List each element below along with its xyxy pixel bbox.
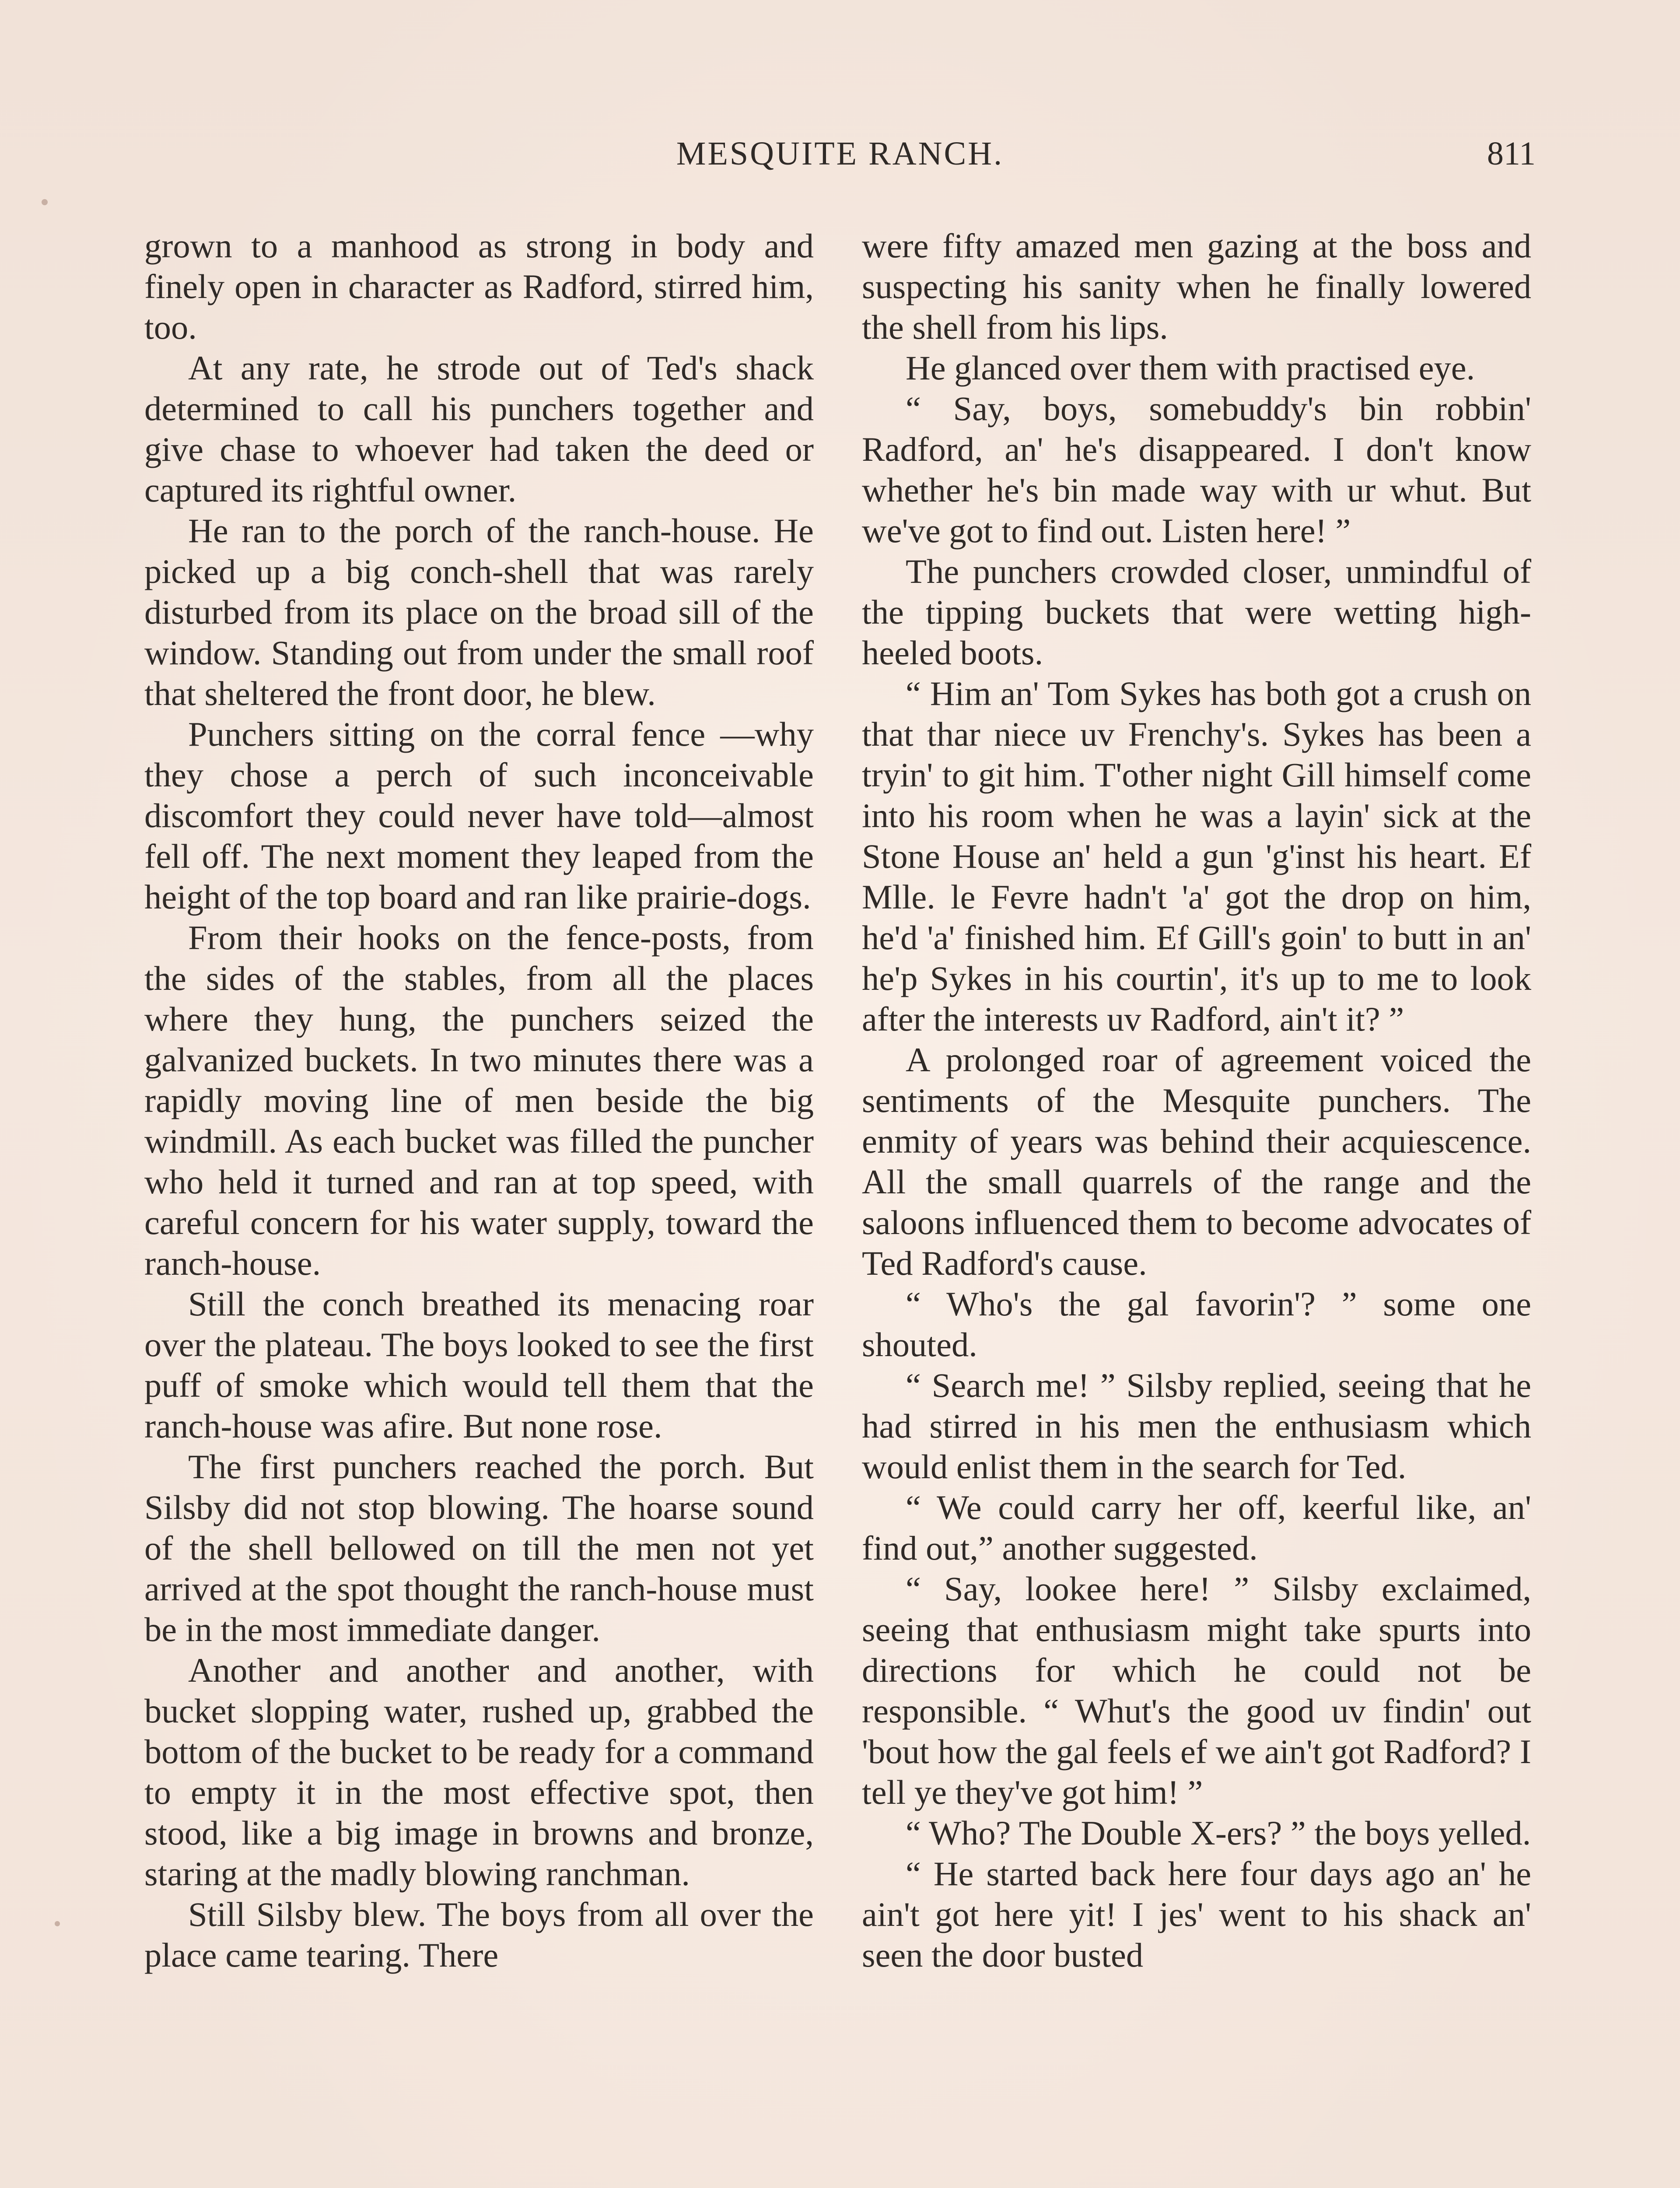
paragraph: “ Search me! ” Silsby replied, seeing that he had stirred in his men the enthusiasm which would enlist them in the search for Ted. bbox=[862, 1366, 1531, 1486]
paragraph: “ Say, boys, somebuddy's bin robbin' Radford, an' he's disappeared. I don't know whether he's bin made way with ur whut. But we've got to find out. Listen here! ” bbox=[862, 389, 1531, 550]
paragraph: “ He started back here four days ago an' he ain't got here yit! I jes' went to his shack an' seen the door busted bbox=[862, 1855, 1531, 1974]
paragraph: grown to a manhood as strong in body and finely open in character as Radford, stirred him, too. bbox=[144, 227, 814, 346]
paragraph: Still the conch breathed its menacing roar over the plateau. The boys looked to see the first puff of smoke which would tell them that the ranch-house was afire. But none rose. bbox=[144, 1285, 814, 1445]
paragraph: He ran to the porch of the ranch-house. He picked up a big conch-shell that was rarely disturbed from its place on the broad sill of the window. Standing out from under the small roof that sheltered the front door, he blew. bbox=[144, 512, 814, 712]
paragraph: From their hooks on the fence-posts, from the sides of the stables, from all the places where they hung, the punchers seized the galvanized buckets. In two minutes there was a rapidly moving line of men beside the big windmill. As each bucket was filled the puncher who held it turned and ran at top speed, with careful concern for his water supply, toward the ranch-house. bbox=[144, 919, 814, 1282]
paper-speck bbox=[55, 1921, 60, 1926]
paragraph: Another and another and another, with bucket slopping water, rushed up, grabbed the bottom of the bucket to be ready for a command to empty it in the most effective spot, then stood, like a big image in browns and bronze, staring at the madly blowing ranchman. bbox=[144, 1651, 814, 1893]
paragraph: At any rate, he strode out of Ted's shack determined to call his punchers together and give chase to whoever had taken the deed or captured its rightful owner. bbox=[144, 349, 814, 509]
paragraph: “ Him an' Tom Sykes has both got a crush on that thar niece uv Frenchy's. Sykes has been a tryin' to git him. T'other night Gill himself come into his room when he was a layin' sick at the Stone House an' held a gun 'g'inst his heart. Ef Mlle. le Fevre hadn't 'a' got the drop on him, he'd 'a' finished him. Ef Gill's goin' to butt in an' he'p Sykes in his courtin', it's up to me to look after the interests uv Radford, ain't it? ” bbox=[862, 674, 1531, 1038]
left-column bbox=[144, 225, 814, 1975]
paragraph: Punchers sitting on the corral fence —why they chose a perch of such inconceivable discomfort they could never have told—almost fell off. The next moment they leaped from the height of the top board and ran like prairie-dogs. bbox=[144, 715, 814, 916]
running-title: MESQUITE RANCH. bbox=[676, 135, 1004, 172]
paragraph: The first punchers reached the porch. But Silsby did not stop blowing. The hoarse sound of the shell bellowed on till the men not yet arrived at the spot thought the ranch-house must be in the most immediate danger. bbox=[144, 1448, 814, 1648]
paragraph: Still Silsby blew. The boys from all over the place came tearing. There bbox=[144, 1895, 814, 1974]
paragraph: A prolonged roar of agreement voiced the sentiments of the Mesquite punchers. The enmity of years was behind their acquiescence. All the small quarrels of the range and the saloons influenced them to become advocates of Ted Radford's cause. bbox=[862, 1041, 1531, 1282]
paragraph: He glanced over them with practised eye. bbox=[906, 349, 1475, 387]
paragraph: “ Say, lookee here! ” Silsby exclaimed, seeing that enthusiasm might take spurts into directions for which he could not be responsible. “ Whut's the good uv findin' out 'bout how the gal feels ef we ain't got Radford? I tell ye they've got him! ” bbox=[862, 1570, 1531, 1811]
paragraph: The punchers crowded closer, unmindful of the tipping buckets that were wetting high-heeled boots. bbox=[862, 552, 1531, 672]
paragraph: were fifty amazed men gazing at the boss and suspecting his sanity when he finally lowered the shell from his lips. bbox=[862, 227, 1531, 346]
right-column bbox=[862, 225, 1531, 1975]
paragraph: “ Who's the gal favorin'? ” some one shouted. bbox=[862, 1285, 1531, 1364]
paragraph: “ Who? The Double X-ers? ” the boys yelled. bbox=[906, 1814, 1531, 1852]
page-number: 811 bbox=[1487, 135, 1536, 172]
paper-speck bbox=[42, 199, 48, 205]
paragraph: “ We could carry her off, keerful like, an' find out,” another suggested. bbox=[862, 1488, 1531, 1567]
page-header bbox=[144, 131, 1536, 184]
